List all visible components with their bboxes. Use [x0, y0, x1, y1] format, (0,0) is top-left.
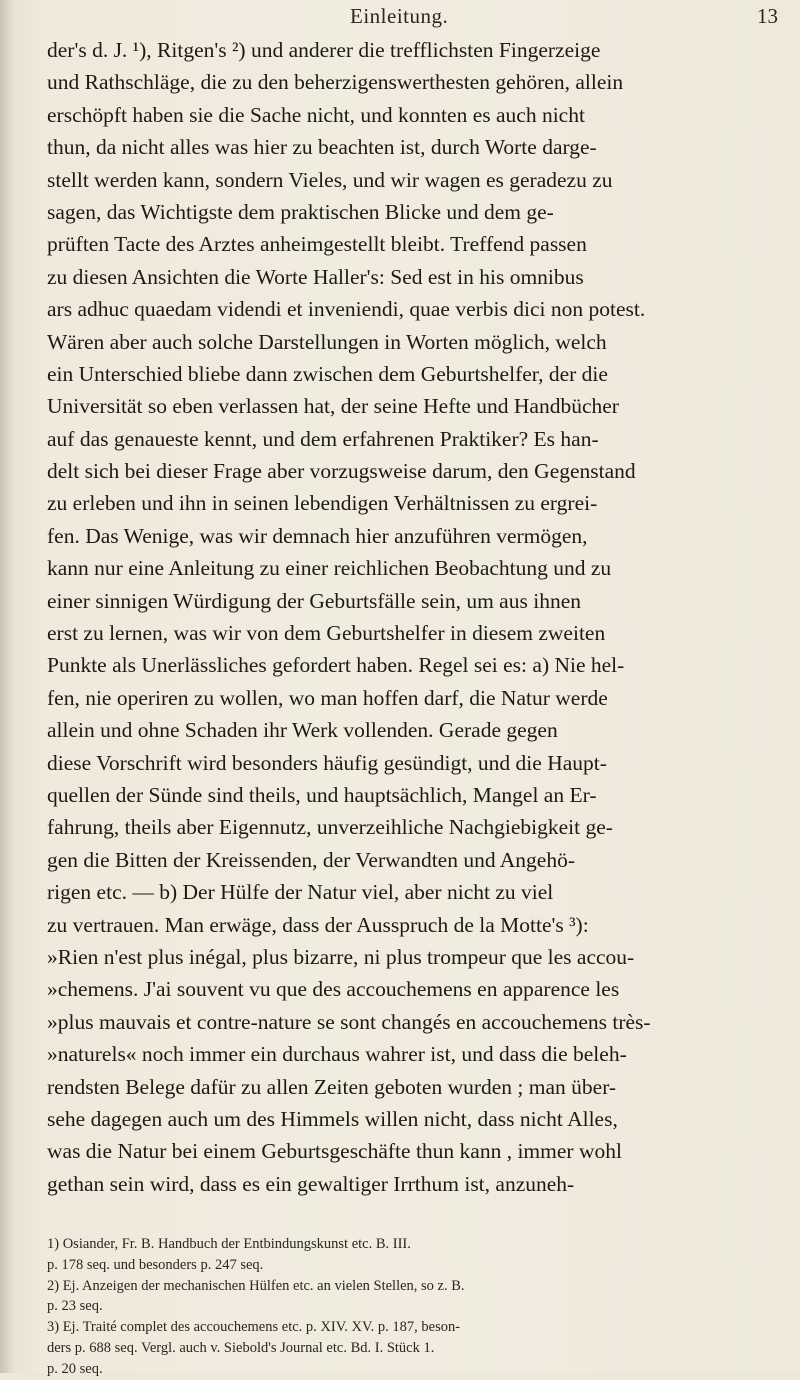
text-line: fen. Das Wenige, was wir demnach hier anzuführen vermögen, — [47, 523, 588, 548]
text-line: was die Natur bei einem Geburtsgeschäfte thun kann , immer wohl — [47, 1139, 622, 1164]
text-line: kann nur eine Anleitung zu einer reichlichen Beobachtung und zu — [47, 556, 612, 581]
text-line: ars adhuc quaedam videndi et inveniendi, quae verbis dici non potest. — [47, 297, 646, 322]
text-line: Punkte als Unerlässliches gefordert haben. Regel sei es: a) Nie hel- — [47, 653, 625, 678]
text-line: Wären aber auch solche Darstellungen in Worten möglich, welch — [47, 329, 607, 354]
text-line: zu erleben und ihn in seinen lebendigen Verhältnissen zu ergrei- — [47, 491, 598, 516]
footnote-line: p. 23 seq. — [47, 1298, 103, 1315]
text-line: thun, da nicht alles was hier zu beachten ist, durch Worte darge- — [47, 135, 597, 160]
text-line: rigen etc. — b) Der Hülfe der Natur viel, aber nicht zu viel — [47, 880, 554, 905]
running-head — [0, 4, 800, 34]
text-line: delt sich bei dieser Frage aber vorzugsweise darum, den Gegenstand — [47, 459, 636, 484]
text-line: rendsten Belege dafür zu allen Zeiten geboten wurden ; man über- — [47, 1074, 617, 1099]
text-line: erschöpft haben sie die Sache nicht, und konnten es auch nicht — [47, 102, 585, 127]
page-number: 13 — [757, 4, 778, 28]
text-line: zu diesen Ansichten die Worte Haller's: Sed est in his omnibus — [47, 264, 584, 289]
text-line: prüften Tacte des Arztes anheimgestellt bleibt. Treffend passen — [47, 232, 587, 257]
text-line: quellen der Sünde sind theils, und hauptsächlich, Mangel an Er- — [47, 782, 597, 807]
footnote-line: 2) Ej. Anzeigen der mechanischen Hülfen etc. an vielen Stellen, so z. B. — [47, 1277, 465, 1294]
text-line: »chemens. J'ai souvent vu que des accouchemens en apparence les — [47, 977, 620, 1002]
text-line: sehe dagegen auch um des Himmels willen nicht, dass nicht Alles, — [47, 1106, 618, 1131]
text-line: allein und ohne Schaden ihr Werk vollenden. Gerade gegen — [47, 718, 558, 743]
text-line: fen, nie operiren zu wollen, wo man hoffen darf, die Natur werde — [47, 685, 608, 710]
text-line: gen die Bitten der Kreissenden, der Verwandten und Angehö- — [47, 847, 575, 872]
text-line: Universität so eben verlassen hat, der seine Hefte und Handbücher — [47, 394, 619, 419]
footnote-line: ders p. 688 seq. Vergl. auch v. Siebold's Journal etc. Bd. I. Stück 1. — [47, 1339, 435, 1356]
gutter-shadow — [0, 0, 14, 1373]
text-line: sagen, das Wichtigste dem praktischen Blicke und dem ge- — [47, 199, 554, 224]
footnote-line: p. 178 seq. und besonders p. 247 seq. — [47, 1256, 264, 1273]
footnotes — [47, 1234, 787, 1380]
running-title: Einleitung. — [350, 4, 449, 28]
text-line: diese Vorschrift wird besonders häufig gesündigt, und die Haupt- — [47, 750, 607, 775]
text-line: stellt werden kann, sondern Vieles, und wir wagen es geradezu zu — [47, 167, 613, 192]
text-line: der's d. J. ¹), Ritgen's ²) und anderer die trefflichsten Fingerzeige — [47, 38, 601, 62]
text-line: gethan sein wird, dass es ein gewaltiger Irrthum ist, anzuneh- — [47, 1171, 575, 1196]
body-text — [47, 34, 787, 1200]
text-line: erst zu lernen, was wir von dem Geburtshelfer in diesem zweiten — [47, 621, 606, 646]
footnote-line: 3) Ej. Traité complet des accouchemens etc. p. XIV. XV. p. 187, beson- — [47, 1319, 461, 1336]
footnote-line: 1) Osiander, Fr. B. Handbuch der Entbindungskunst etc. B. III. — [47, 1236, 411, 1252]
text-line: ein Unterschied bliebe dann zwischen dem Geburtshelfer, der die — [47, 361, 608, 386]
text-line: zu vertrauen. Man erwäge, dass der Ausspruch de la Motte's ³): — [47, 912, 589, 937]
text-line: »naturels« noch immer ein durchaus wahrer ist, und dass die beleh- — [47, 1042, 627, 1067]
text-line: »Rien n'est plus inégal, plus bizarre, ni plus trompeur que les accou- — [47, 944, 635, 969]
text-line: und Rathschläge, die zu den beherzigenswerthesten gehören, allein — [47, 70, 624, 95]
text-line: fahrung, theils aber Eigennutz, unverzeihliche Nachgiebigkeit ge- — [47, 815, 613, 840]
text-line: auf das genaueste kennt, und dem erfahrenen Praktiker? Es han- — [47, 426, 599, 451]
text-line: »plus mauvais et contre-nature se sont changés en accouchemens très- — [47, 1009, 651, 1034]
footnote-line: p. 20 seq. — [47, 1360, 103, 1377]
text-line: einer sinnigen Würdigung der Geburtsfälle sein, um aus ihnen — [47, 588, 581, 613]
